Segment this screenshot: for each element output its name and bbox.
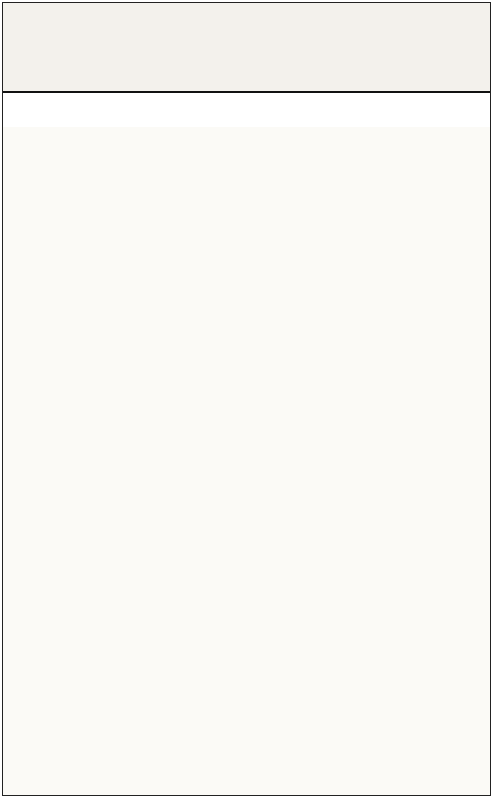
page-gap (3, 93, 490, 127)
top-page-fragment (3, 3, 490, 93)
